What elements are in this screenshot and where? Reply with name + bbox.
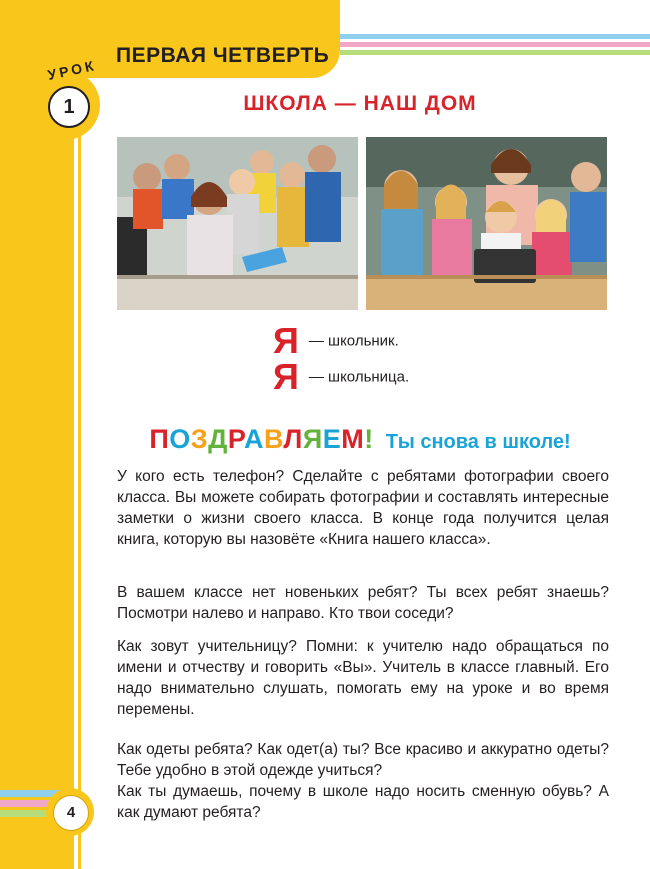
section-title: ПЕРВАЯ ЧЕТВЕРТЬ <box>116 44 330 67</box>
paragraph-3: Как зовут учительницу? Помни: к учителю надо обращаться по имени и отчеству и говорить «Вы». Учитель в классе главный. Его надо внимательно слушать, помогать ему на уроке и во время перемены. <box>117 638 609 718</box>
congrats-letter: А <box>244 424 265 454</box>
page-number: 4 <box>53 795 89 831</box>
photo-teacher-with-book <box>117 137 358 310</box>
stripe-blue <box>340 34 650 39</box>
paragraph-4: Как одеты ребята? Как одет(а) ты? Все красиво и аккуратно одеты? Тебе удобно в этой одежде учиться? <box>117 741 609 779</box>
ya-text: — школьник. <box>308 332 399 350</box>
congrats-letter: П <box>149 424 170 454</box>
congrats-letter: ! <box>364 424 374 454</box>
left-margin-bar <box>0 60 74 869</box>
paragraph-1: У кого есть телефон? Сделайте с ребятами фотографии своего класса. Вы можете собирать фотографии и составлять интересные заметки о жизни своего класса. В конце года получится целая книга, которую вы назовёте «Книга нашего класса». <box>117 468 609 548</box>
stripe-green <box>340 50 650 55</box>
congrats-word <box>149 424 373 454</box>
lesson-label: УРОК <box>46 57 98 83</box>
ya-letter: Я <box>273 356 299 397</box>
congrats-letter: Л <box>283 424 303 454</box>
congrats-letter: В <box>264 424 284 454</box>
ya-line-2 <box>273 356 409 398</box>
congrats-letter: З <box>190 424 209 454</box>
header-stripes <box>340 34 650 58</box>
congrats-heading <box>0 424 650 455</box>
paragraph-2: В вашем классе нет новеньких ребят? Ты всех ребят знаешь? Посмотри налево и направо. Кто твои соседи? <box>117 584 609 622</box>
congrats-letter: Р <box>227 424 245 454</box>
congrats-letter: Д <box>208 424 228 454</box>
lesson-topic: ШКОЛА — НАШ ДОМ <box>243 92 477 115</box>
lesson-number: 1 <box>48 86 90 128</box>
photo-teacher-with-tablet <box>366 137 607 310</box>
paragraph-5: Как ты думаешь, почему в школе надо носить сменную обувь? А как думают ребята? <box>117 783 609 821</box>
left-margin-line <box>78 70 81 869</box>
ya-letter: Я <box>273 320 299 361</box>
congrats-letter: Я <box>302 424 323 454</box>
congrats-letter: Е <box>322 424 342 454</box>
congrats-letter: М <box>341 424 365 454</box>
congrats-subtitle: Ты снова в школе! <box>385 431 571 453</box>
ya-text: — школьница. <box>308 368 410 386</box>
stripe-pink <box>340 42 650 47</box>
congrats-letter: О <box>169 424 191 454</box>
